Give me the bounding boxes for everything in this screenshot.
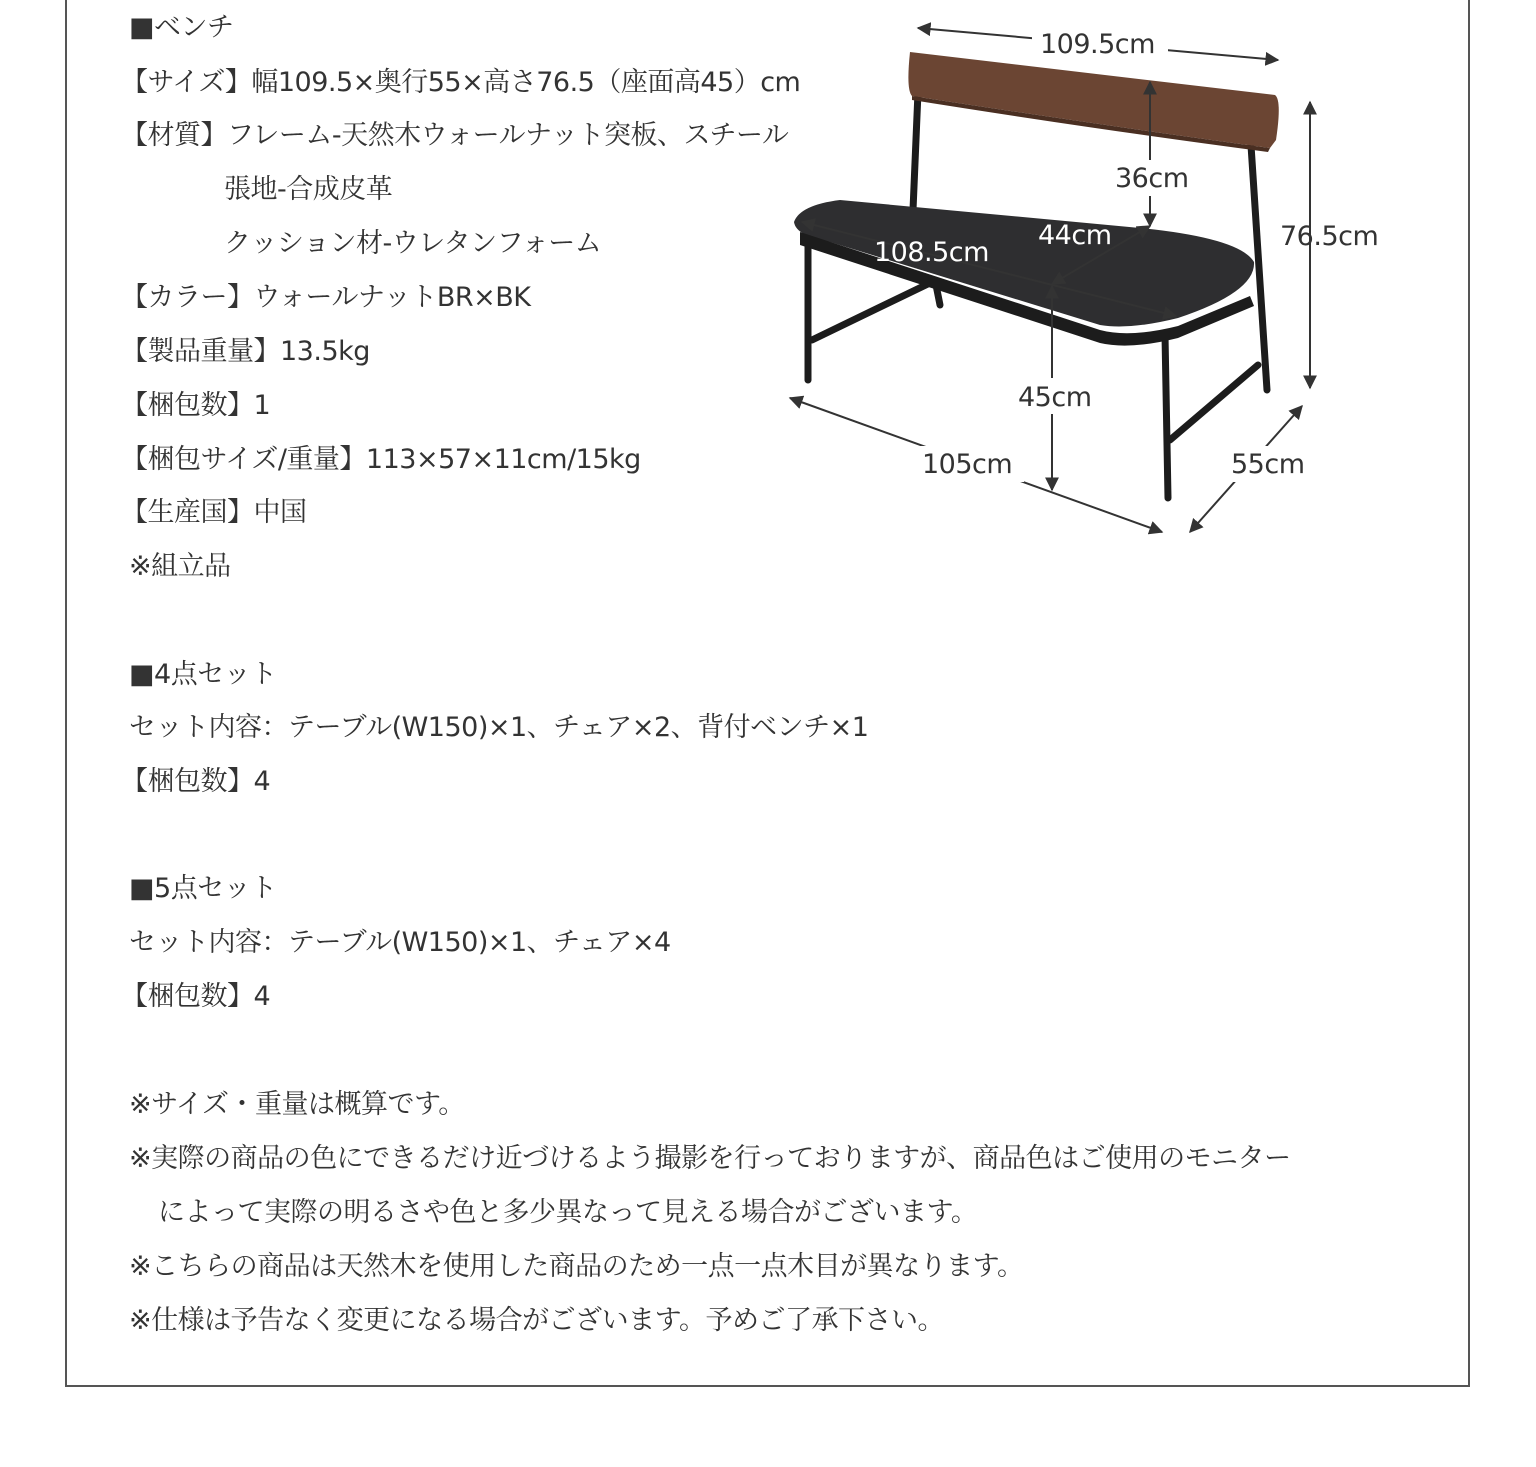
label-backrest-height: 36cm — [1115, 163, 1189, 194]
set4-packages: 【梱包数】4 — [121, 766, 271, 797]
label-seat-width: 108.5cm — [874, 237, 989, 268]
label-seat-depth: 44cm — [1038, 220, 1112, 251]
label-total-height: 76.5cm — [1280, 221, 1379, 252]
bench-material-3: クッション材-ウレタンフォーム — [224, 228, 602, 259]
bench-heading: ■ベンチ — [129, 12, 234, 43]
bench-material-2: 張地-合成皮革 — [224, 174, 393, 205]
note-color-1: ※実際の商品の色にできるだけ近づけるよう撮影を行っておりますが、商品色はご使用のモニター — [129, 1143, 1291, 1174]
note-wood-grain: ※こちらの商品は天然木を使用した商品のため一点一点木目が異なります。 — [129, 1251, 1024, 1282]
label-base-depth: 55cm — [1231, 449, 1305, 480]
note-size-weight: ※サイズ・重量は概算です。 — [129, 1089, 465, 1120]
set4-contents: セット内容：テーブル(W150)×1、チェア×2、背付ベンチ×1 — [129, 712, 869, 743]
bench-packages: 【梱包数】1 — [121, 390, 271, 421]
bench-origin: 【生産国】中国 — [121, 497, 307, 528]
set5-heading: ■5点セット — [129, 873, 277, 904]
set4-heading: ■4点セット — [129, 659, 277, 690]
bench-color: 【カラー】ウォールナットBR×BK — [121, 282, 531, 313]
bench-material-1: 【材質】フレーム-天然木ウォールナット突板、スチール — [121, 120, 789, 151]
bench-seat — [794, 200, 1254, 346]
label-seat-height: 45cm — [1018, 382, 1092, 413]
note-color-2: によって実際の明るさや色と多少異なって見える場合がございます。 — [158, 1197, 978, 1228]
bench-backrest — [908, 52, 1278, 152]
bench-assembly: ※組立品 — [129, 551, 231, 582]
bench-package-size: 【梱包サイズ/重量】113×57×11cm/15kg — [121, 444, 641, 475]
bench-size: 【サイズ】幅109.5×奥行55×高さ76.5（座面高45）cm — [121, 67, 801, 98]
bench-dimension-diagram — [770, 0, 1430, 560]
set5-packages: 【梱包数】4 — [121, 981, 271, 1012]
set5-contents: セット内容：テーブル(W150)×1、チェア×4 — [129, 927, 671, 958]
label-backrest-width: 109.5cm — [1040, 29, 1155, 60]
note-spec-change: ※仕様は予告なく変更になる場合がございます。予めご了承下さい。 — [129, 1305, 944, 1336]
bench-weight: 【製品重量】13.5kg — [121, 336, 370, 367]
label-base-width: 105cm — [922, 449, 1013, 480]
